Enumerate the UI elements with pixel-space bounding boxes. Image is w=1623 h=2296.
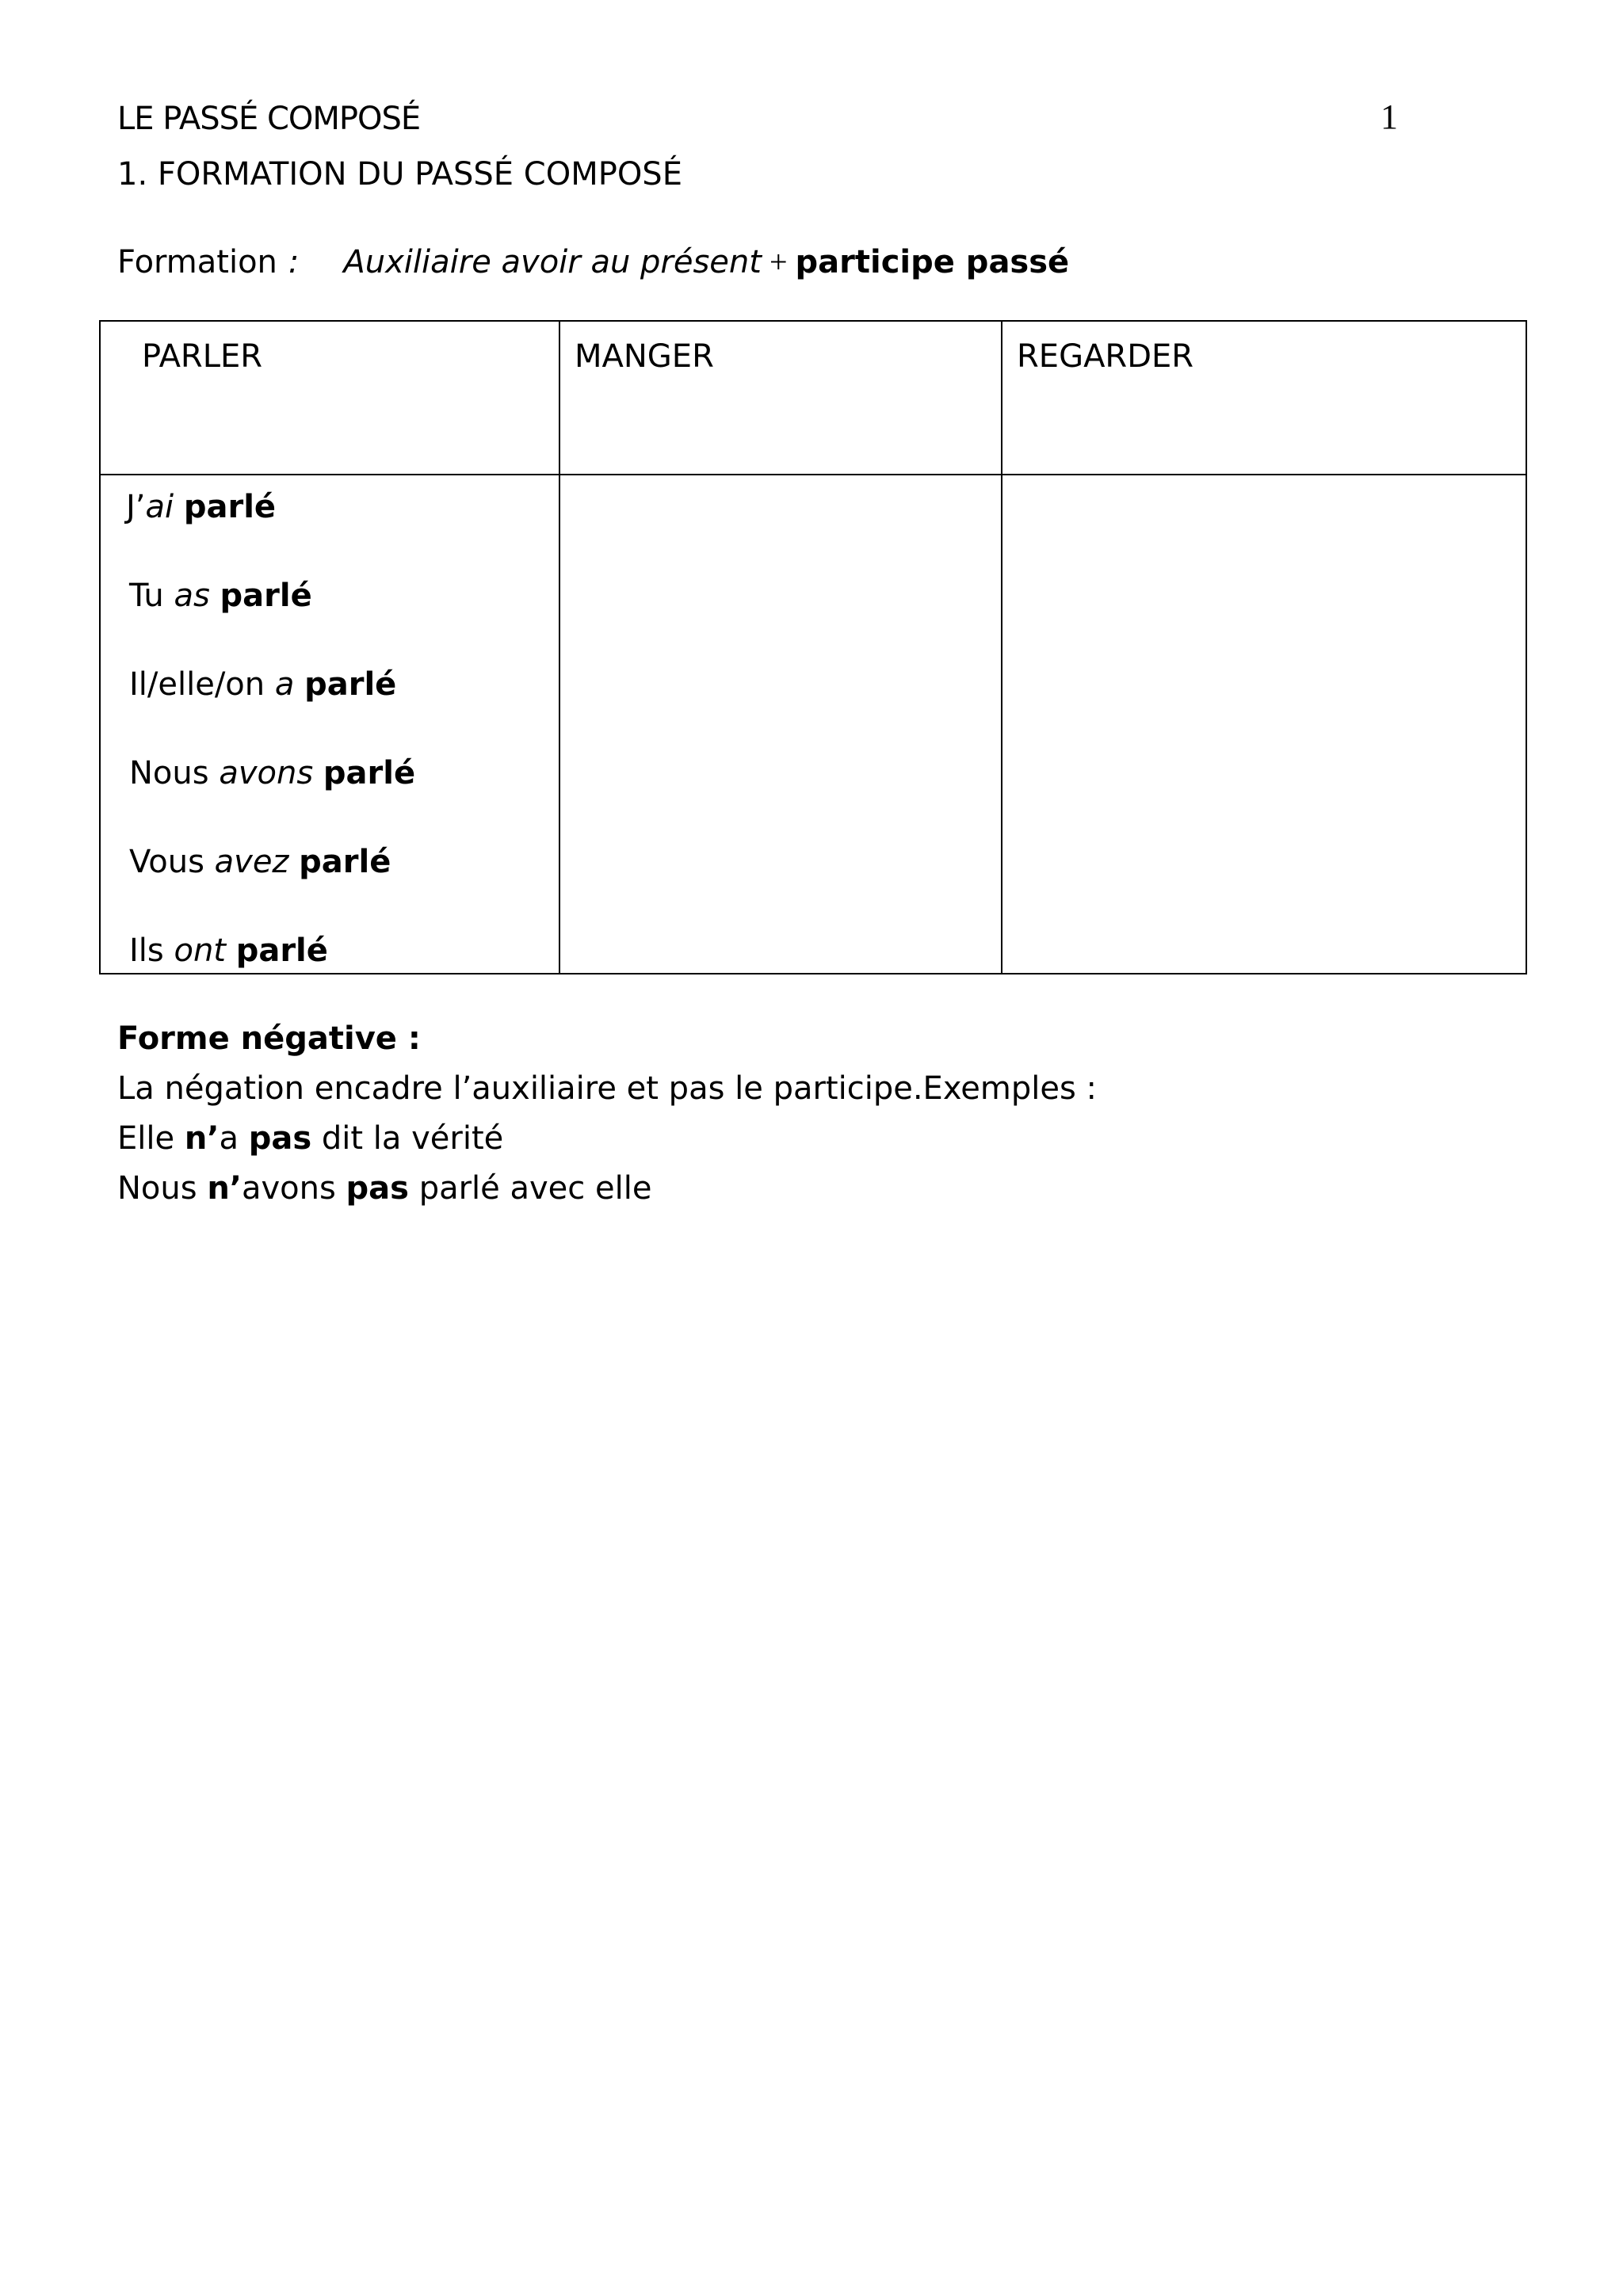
auxiliary: avons [219, 755, 314, 791]
header-cell-regarder: REGARDER [1002, 321, 1526, 475]
auxiliary: ai [145, 489, 174, 525]
document-title: LE PASSÉ COMPOSÉ [117, 101, 421, 137]
table-body-row [100, 475, 1526, 974]
parler-conjugation-list [101, 475, 559, 973]
negation-ne: n’ [207, 1170, 242, 1207]
subject: J’ [126, 489, 146, 525]
example-text: dit la vérité [311, 1120, 504, 1157]
parler-conjugation-cell [100, 475, 559, 974]
formation-rule [117, 240, 1069, 284]
negative-form-explanation: La négation encadre l’auxiliaire et pas le participe.Exemples : [117, 1070, 1097, 1107]
negation-ne: n’ [184, 1120, 220, 1157]
example-text: a [219, 1120, 249, 1157]
example-text: parlé avec elle [408, 1170, 652, 1207]
example-text: Elle [117, 1120, 185, 1157]
formation-label: Formation [117, 244, 277, 280]
participle: parlé [220, 578, 312, 614]
section-heading: 1. FORMATION DU PASSÉ COMPOSÉ [117, 156, 682, 193]
negative-form-title: Forme négative : [117, 1020, 421, 1057]
negative-example-2 [117, 1164, 1097, 1214]
auxiliary: avez [214, 844, 289, 880]
negative-example-1 [117, 1114, 1097, 1164]
list-item [129, 662, 559, 707]
participle: parlé [323, 755, 416, 791]
formation-plus: + [769, 244, 788, 280]
participle: parlé [183, 489, 277, 525]
subject: Tu [129, 578, 174, 614]
list-item [129, 840, 559, 884]
negative-form-section [117, 1014, 1097, 1214]
participle: parlé [235, 933, 328, 969]
subject: Ils [129, 933, 174, 969]
participle: parlé [304, 666, 397, 703]
header-cell-parler: PARLER [100, 321, 559, 475]
formation-auxiliary: Auxiliaire avoir au présent [343, 244, 762, 280]
subject: Il/elle/on [129, 666, 275, 703]
list-item [126, 485, 559, 529]
auxiliary: a [274, 666, 295, 703]
formation-colon: : [288, 244, 300, 280]
example-text: Nous [117, 1170, 208, 1207]
table-header-row [100, 321, 1526, 475]
page-number: 1 [1381, 97, 1398, 136]
formation-participle: participe passé [795, 244, 1070, 280]
negation-pas: pas [248, 1120, 312, 1157]
auxiliary: ont [174, 933, 226, 969]
conjugation-table [99, 320, 1527, 974]
list-item [129, 574, 559, 618]
auxiliary: as [174, 578, 210, 614]
participle: parlé [299, 844, 391, 880]
subject: Vous [129, 844, 215, 880]
header-cell-manger: MANGER [559, 321, 1002, 475]
negation-pas: pas [346, 1170, 409, 1207]
list-item [129, 751, 559, 795]
example-text: avons [241, 1170, 346, 1207]
manger-conjugation-cell [559, 475, 1002, 974]
regarder-conjugation-cell [1002, 475, 1526, 974]
list-item [129, 929, 559, 973]
subject: Nous [129, 755, 220, 791]
